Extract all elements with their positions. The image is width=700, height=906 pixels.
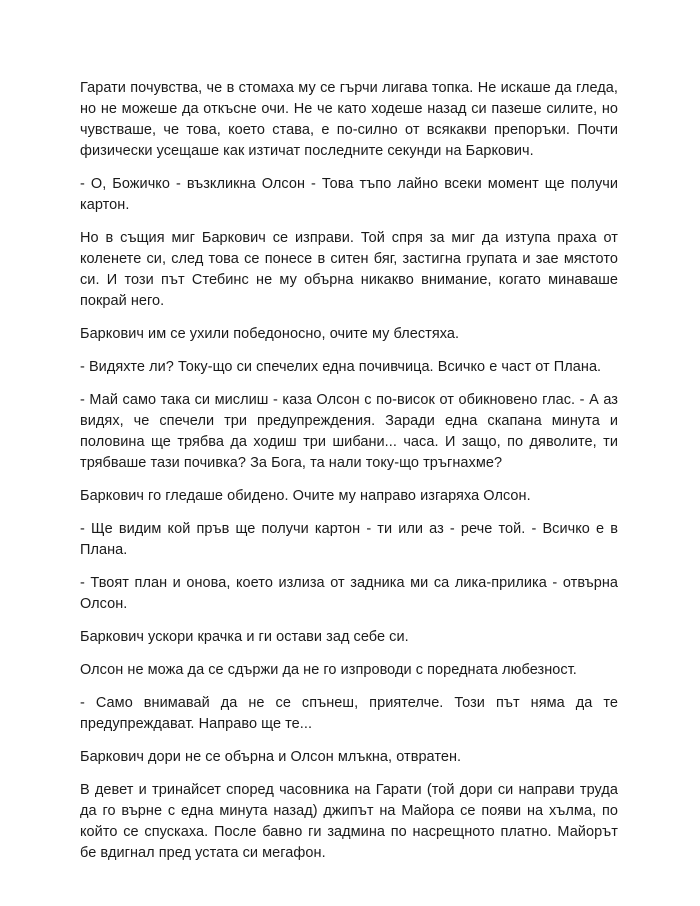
paragraph: - Видяхте ли? Току-що си спечелих една почивчица. Всичко е част от Плана.: [80, 359, 602, 375]
paragraph: Баркович им се ухили победоносно, очите му блестяха.: [80, 326, 460, 342]
paragraph: Но в същия миг Баркович се изправи. Той спря за миг да изтупа праха от коленете си, след това се понесе в ситен бяг, застигна групата и зае мястото си. И този път Стебинс не му обърна никакво внимание, когато минаваше покрай него.: [80, 230, 618, 309]
document-body: [80, 78, 618, 876]
paragraph: Баркович дори не се обърна и Олсон млъкна, отвратен.: [80, 749, 462, 765]
paragraph: Гарати почувства, че в стомаха му се гърчи лигава топка. Не искаше да гледа, но не можеше да откъсне очи. Не че като ходеше назад си пазеше силите, но чувстваше, че това, което става, е по-силно от всякакви препоръки. Почти физически усещаше как изтичат последните секунди на Баркович.: [80, 80, 618, 159]
paragraph: Олсон не можа да се сдържи да не го изпроводи с поредната любезност.: [80, 662, 577, 678]
paragraph: Баркович го гледаше обидено. Очите му направо изгаряха Олсон.: [80, 488, 531, 504]
paragraph: - О, Божичко - възкликна Олсон - Това тъпо лайно всеки момент ще получи картон.: [80, 176, 618, 213]
paragraph: - Май само така си мислиш - каза Олсон с по-висок от обикновено глас. - А аз видях, че спечели три предупреждения. Заради една скапана минута и половина ще трябва да ходиш три шибани... часа. И защо, по дяволите, ти трябваше тази почивка? За Бога, та нали току-що тръгнахме?: [80, 392, 618, 471]
paragraph: Баркович ускори крачка и ги остави зад себе си.: [80, 629, 409, 645]
paragraph: - Само внимавай да не се спънеш, приятелче. Този път няма да те предупреждават. Направо ще те...: [80, 695, 618, 732]
paragraph: - Ще видим кой пръв ще получи картон - ти или аз - рече той. - Всичко е в Плана.: [80, 521, 618, 558]
paragraph: - Твоят план и онова, което излиза от задника ми са лика-прилика - отвърна Олсон.: [80, 575, 618, 612]
paragraph: В девет и тринайсет според часовника на Гарати (той дори си направи труда да го върне с една минута назад) джипът на Майора се появи на хълма, по който се спускаха. После бавно ги задмина по насрещното платно. Майорът бе вдигнал пред устата си мегафон.: [80, 782, 618, 861]
